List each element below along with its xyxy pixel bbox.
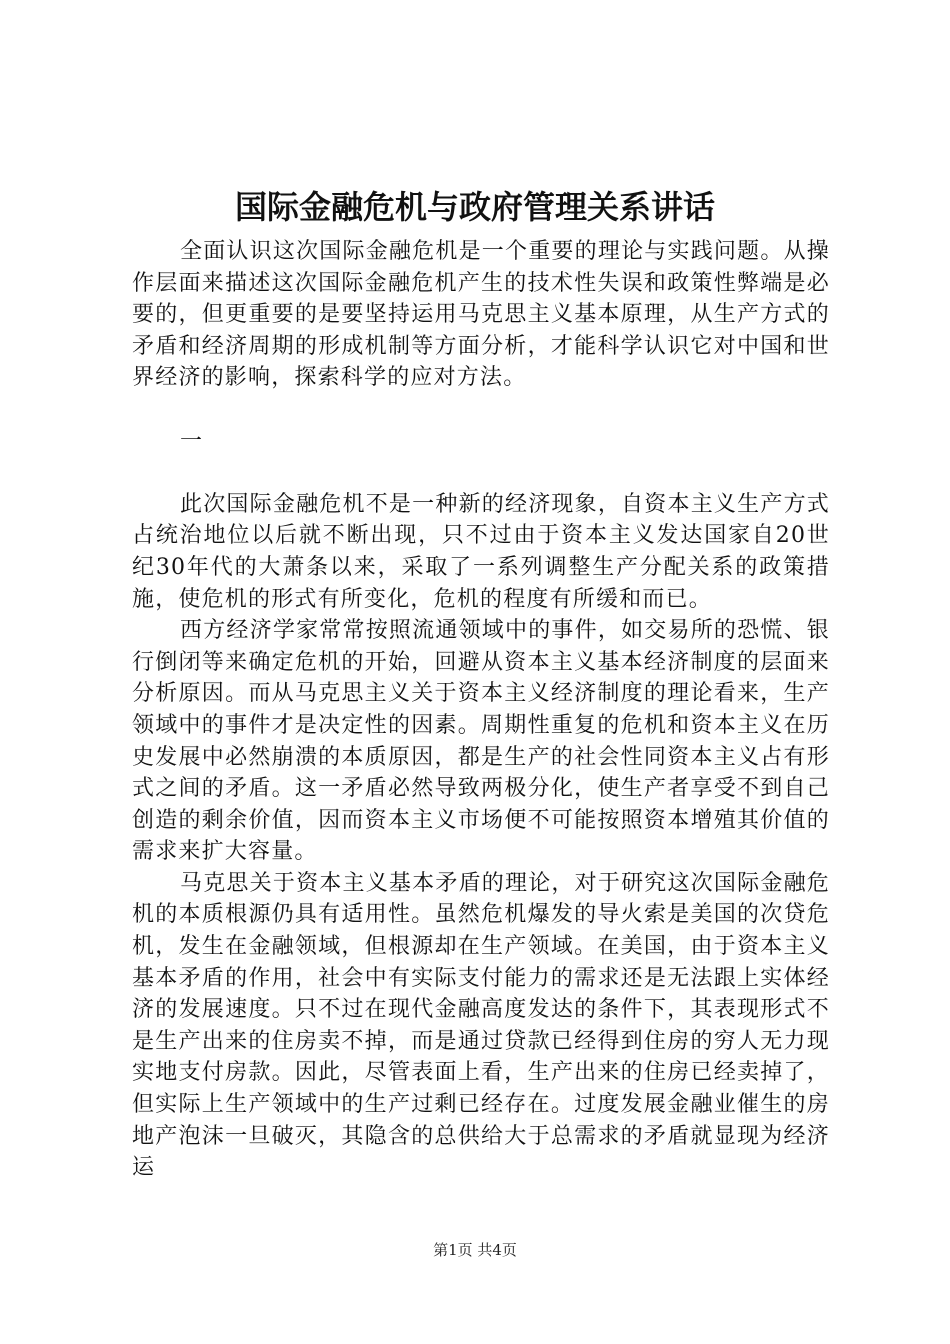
paragraph-spacer (132, 394, 830, 426)
paragraph-intro: 全面认识这次国际金融危机是一个重要的理论与实践问题。从操作层面来描述这次国际金融危机产生的技术性失误和政策性弊端是必要的，但更重要的是要坚持运用马克思主义基本原理，从生产方式的矛盾和经济周期的形成机制等方面分析，才能科学认识它对中国和世界经济的影响，探索科学的应对方法。 (132, 239, 830, 391)
paragraph-spacer (132, 457, 830, 489)
document-title: 国际金融危机与政府管理关系讲话 (234, 188, 715, 226)
document-body (132, 236, 830, 1184)
section-number: 一 (180, 428, 204, 454)
paragraph-1: 此次国际金融危机不是一种新的经济现象，自资本主义生产方式占统治地位以后就不断出现，只不过由于资本主义发达国家自20世纪30年代的大萧条以来，采取了一系列调整生产分配关系的政策措施，使危机的形式有所变化，危机的程度有所缓和而已。 (132, 491, 830, 612)
paragraph-3: 马克思关于资本主义基本矛盾的理论，对于研究这次国际金融危机的本质根源仍具有适用性。虽然危机爆发的导火索是美国的次贷危机，发生在金融领域，但根源却在生产领域。在美国，由于资本主义基本矛盾的作用，社会中有实际支付能力的需求还是无法跟上实体经济的发展速度。只不过在现代金融高度发达的条件下，其表现形式不是生产出来的住房卖不掉，而是通过贷款已经得到住房的穷人无力现实地支付房款。因此，尽管表面上看，生产出来的住房已经卖掉了，但实际上生产领域中的生产过剩已经存在。过度发展金融业催生的房地产泡沫一旦破灭，其隐含的总供给大于总需求的矛盾就显现为经济运 (132, 870, 830, 1181)
paragraph-2: 西方经济学家常常按照流通领域中的事件，如交易所的恐慌、银行倒闭等来确定危机的开始，回避从资本主义基本经济制度的层面来分析原因。而从马克思主义关于资本主义经济制度的理论看来，生产领域中的事件才是决定性的因素。周期性重复的危机和资本主义在历史发展中必然崩溃的本质原因，都是生产的社会性同资本主义占有形式之间的矛盾。这一矛盾必然导致两极分化，使生产者享受不到自己创造的剩余价值，因而资本主义市场便不可能按照资本增殖其价值的需求来扩大容量。 (132, 618, 830, 865)
page-footer: 第1页 共4页 (433, 1241, 517, 1259)
